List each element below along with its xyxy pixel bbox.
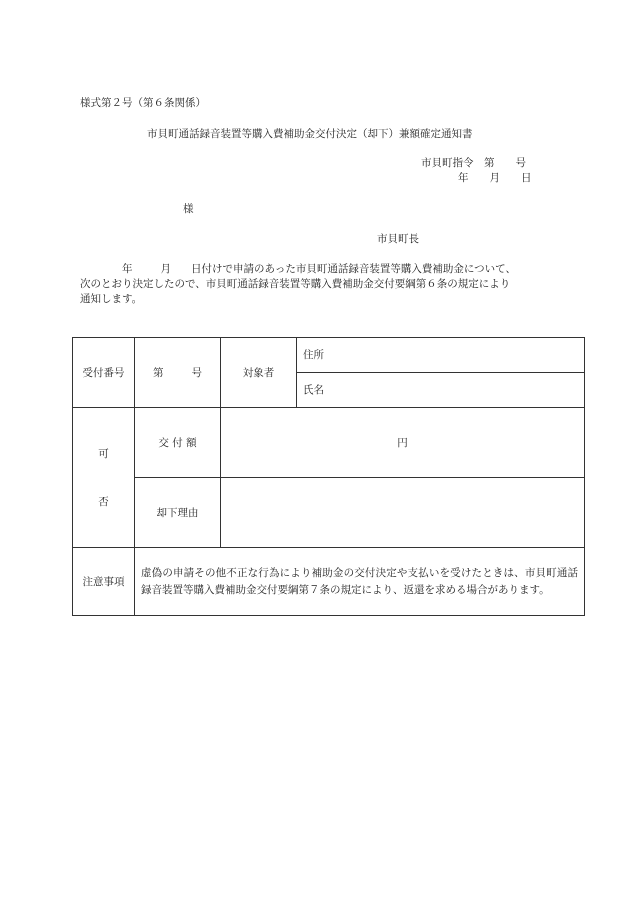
notice-body <box>80 262 580 307</box>
notes-label: 注意事項 <box>73 548 135 616</box>
document-title: 市貝町通話録音装置等購入費補助金交付決定（却下）兼額確定通知書 <box>147 128 473 140</box>
body-line3: 通知します。 <box>80 293 143 305</box>
approve-label: 可 <box>98 447 109 460</box>
rejection-reason-label: 却下理由 <box>135 478 221 548</box>
rejection-reason-value <box>221 478 585 548</box>
grant-amount-label: 交 付 額 <box>135 408 221 478</box>
reject-label: 否 <box>98 495 109 508</box>
form-number-label: 様式第２号（第６条関係） <box>80 97 206 109</box>
receipt-dai: 第 <box>153 366 164 379</box>
receipt-number-label: 受付番号 <box>73 338 135 408</box>
body-line2: 次のとおり決定したので、市貝町通話録音装置等購入費補助金交付要綱第６条の規定により <box>80 278 511 290</box>
address-label: 住所 <box>297 338 585 373</box>
issue-date: 年 月 日 <box>458 172 532 184</box>
yen-unit: 円 <box>397 437 408 449</box>
reference-number: 市貝町指令 第 号 <box>421 157 526 169</box>
receipt-number-value <box>135 338 221 408</box>
receipt-go: 号 <box>191 366 202 379</box>
body-month: 月 <box>160 263 171 275</box>
name-label: 氏名 <box>297 373 585 408</box>
approval-cell <box>73 408 135 548</box>
notes-text: 虚偽の申請その他不正な行為により補助金の交付決定や支払いを受けたときは、市貝町通話録音装置等購入費補助金交付要綱第７条の規定により、返還を求める場合があります。 <box>135 548 585 616</box>
notice-table <box>72 337 585 616</box>
addressee-suffix: 様 <box>183 203 194 215</box>
subject-label: 対象者 <box>221 338 297 408</box>
body-year: 年 <box>122 263 133 275</box>
issuer-name: 市貝町長 <box>377 233 419 245</box>
body-line1: 日付けで申請のあった市貝町通話録音装置等購入費補助金について、 <box>191 263 516 275</box>
grant-amount-value <box>221 408 585 478</box>
